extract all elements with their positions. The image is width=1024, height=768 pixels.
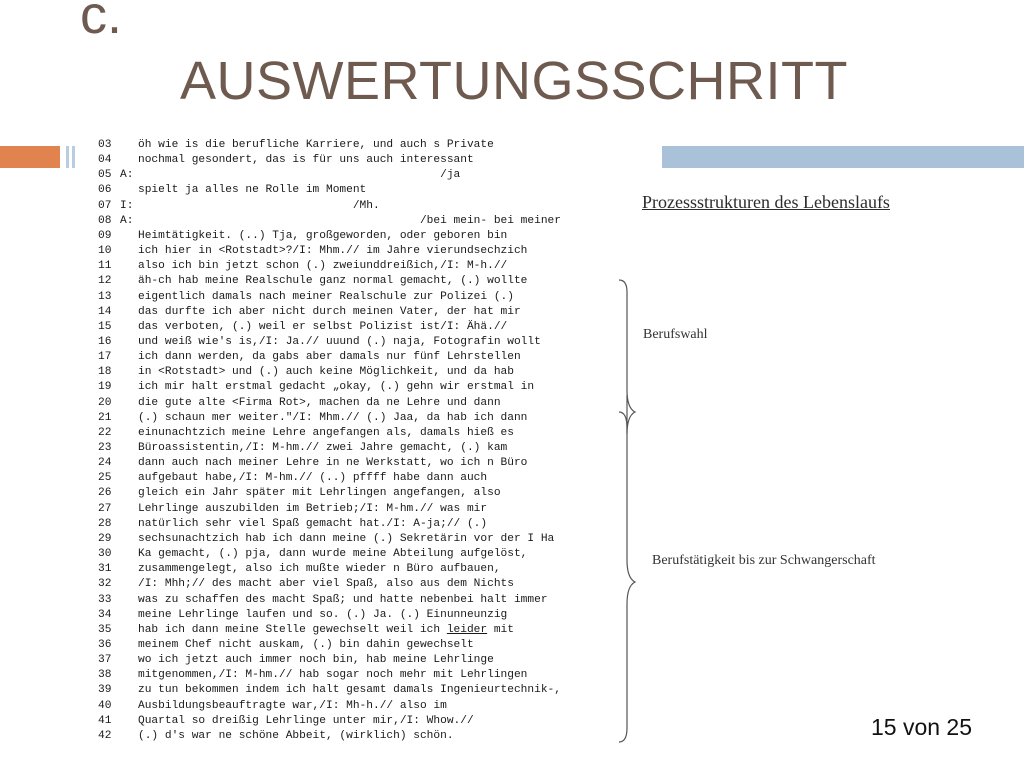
line-text: und weiß wie's is,/I: Ja.// uuund (.) naja, Fotografin wollt [138,335,541,348]
accent-bar-right [662,146,1024,168]
transcript-line [98,502,487,517]
brace-icon [605,270,645,750]
accent-tick [72,146,75,168]
line-number: 40 [98,699,112,712]
line-number: 18 [98,366,112,379]
line-text: Ausbildungsbeauftragte war,/I: Mh-h.// also im [138,699,447,712]
line-number: 19 [98,381,112,394]
accent-tick [66,146,69,168]
line-text: gleich ein Jahr später mit Lehrlingen angefangen, also [138,487,501,500]
transcript-line [98,199,380,214]
transcript-line [98,456,527,471]
line-text: was zu schaffen des macht Spaß; und hatte nebenbei halt immer [138,593,548,606]
line-number: 26 [98,487,112,500]
transcript-line [98,699,447,714]
transcript-line [98,562,501,577]
brace-lower [619,412,635,742]
brace-label-berufstaetigkeit: Berufstätigkeit bis zur Schwangerschaft [652,553,876,568]
line-text: hab ich dann meine Stelle gewechselt weil ich leider mit [138,623,514,636]
transcript-line [98,214,561,229]
transcript-line [98,290,514,305]
line-number: 23 [98,442,112,454]
line-number: 31 [98,563,112,576]
line-number: 41 [98,714,112,727]
line-number: 30 [98,548,112,561]
line-number: 25 [98,472,112,485]
brace-label-berufswahl: Berufswahl [643,327,708,342]
brace-upper [619,280,635,434]
transcript-line [98,138,494,153]
line-text: dann auch nach meiner Lehre in ne Werkstatt, wo ich n Büro [138,457,528,470]
line-text: /I: Mhh;// des macht aber viel Spaß, also aus dem Nichts [138,578,514,591]
line-text: das verboten, (.) weil er selbst Polizist ist/I: Ähä.// [138,320,508,333]
transcript-line [98,486,501,501]
line-text: /bei mein- bei meiner [138,214,561,227]
transcript-line [98,653,494,668]
line-number: 12 [98,275,112,288]
line-number: 34 [98,608,112,621]
transcript-line [98,547,527,562]
section-heading-link[interactable]: Prozessstrukturen des Lebenslaufs [642,192,890,212]
line-number: 42 [98,729,112,742]
line-text: meinem Chef nicht auskam, (.) bin dahin gewechselt [138,638,474,651]
line-number: 35 [98,623,112,636]
line-number: 38 [98,669,112,682]
line-number: 27 [98,502,112,515]
line-text: ich mir halt erstmal gedacht „okay, (.) gehn wir erstmal in [138,381,535,394]
transcript-line [98,638,474,653]
line-number: 15 [98,320,112,333]
line-text: äh-ch hab meine Realschule ganz normal gemacht, (.) wollte [138,275,528,288]
accent-bar-left [0,146,60,168]
line-text: die gute alte <Firma Rot>, machen da ne Lehre und dann [138,396,501,409]
line-text: Heimtätigkeit. (..) Tja, großgeworden, oder geboren bin [138,229,508,242]
transcript-line [98,350,521,365]
title-prefix: c. [80,0,123,45]
line-text: zu tun bekommen indem ich halt gesamt damals Ingenieurtechnik-, [138,684,561,697]
line-text: Quartal so dreißig Lehrlinge unter mir,/I: Whow.// [138,714,474,727]
line-number: 36 [98,638,112,651]
line-text: (.) schaun mer weiter."/I: Mhm.// (.) Jaa, da hab ich dann [138,411,528,424]
line-text: ich dann werden, da gabs aber damals nur fünf Lehrstellen [138,351,521,364]
page-number: 15 von 25 [870,714,972,740]
transcript-line [98,683,561,698]
transcript-line [98,532,554,547]
line-text: Büroassistentin,/I: M-hm.// zwei Jahre gemacht, (.) kam [138,442,508,454]
line-number: 29 [98,532,112,545]
line-text: nochmal gesondert, das is für uns auch interessant [138,154,474,167]
line-text: /ja [138,169,461,182]
line-text: in <Rotstadt> und (.) auch keine Möglichkeit, und da hab [138,366,514,379]
transcript-line [98,411,527,426]
line-number: 06 [98,184,112,197]
line-text: Lehrlinge auszubilden im Betrieb;/I: M-hm.// was mir [138,502,488,515]
transcript-line [98,320,507,335]
transcript-line [98,577,514,592]
transcript-line [98,441,507,456]
transcript-line [98,471,487,486]
line-number: 28 [98,517,112,530]
transcript-line [98,426,514,441]
transcript-line [98,729,454,744]
transcript-line [98,259,507,274]
line-text: (.) d's war ne schöne Abbeit, (wirklich) schön. [138,729,454,742]
line-number: 37 [98,654,112,667]
line-text: ich hier in <Rotstadt>?/I: Mhm.// im Jahre vierundsechzich [138,245,528,258]
slide-title: AUSWERTUNGSSCHRITT [180,51,849,111]
line-text: zusammengelegt, also ich mußte wieder n Büro aufbauen, [138,563,501,576]
line-number: 17 [98,351,112,364]
transcript-line [98,714,474,729]
line-text: wo ich jetzt auch immer noch bin, hab meine Lehrlinge [138,654,494,667]
transcript-line [98,274,527,289]
transcript-line [98,305,521,320]
line-number: 08 [98,214,112,227]
transcript-line [98,608,507,623]
transcript-line [98,623,514,638]
transcript-line [98,380,534,395]
transcript-line [98,168,460,183]
line-number: 22 [98,426,112,439]
line-number: 14 [98,305,112,318]
transcript-line [98,183,366,198]
transcript-line [98,396,501,411]
line-text: /Mh. [138,199,380,212]
line-text: eigentlich damals nach meiner Realschule zur Polizei (.) [138,290,514,303]
transcript-line [98,335,541,350]
speaker-label: I: [120,199,134,212]
transcript-line [98,244,527,259]
transcript-line [98,365,514,380]
line-number: 04 [98,154,112,167]
line-text: also ich bin jetzt schon (.) zweiunddreißich,/I: M-h.// [138,260,508,273]
line-text: mitgenommen,/I: M-hm.// hab sogar noch mehr mit Lehrlingen [138,669,528,682]
line-text: meine Lehrlinge laufen und so. (.) Ja. (.) Einunneunzig [138,608,508,621]
speaker-label: A: [120,214,134,227]
line-number: 11 [98,260,112,273]
line-number: 13 [98,290,112,303]
speaker-label: A: [120,169,134,182]
line-number: 03 [98,139,112,151]
transcript-line [98,229,507,244]
line-text: natürlich sehr viel Spaß gemacht hat./I: A-ja;// (.) [138,517,488,530]
line-text: spielt ja alles ne Rolle im Moment [138,184,367,197]
line-number: 21 [98,411,112,424]
transcript-line [98,668,527,683]
line-number: 39 [98,684,112,697]
line-number: 16 [98,335,112,348]
line-text: aufgebaut habe,/I: M-hm.// (..) pffff habe dann auch [138,472,488,485]
line-text: einunachtzich meine Lehre angefangen als, damals hieß es [138,426,514,439]
line-number: 07 [98,199,112,212]
line-number: 10 [98,245,112,258]
line-number: 20 [98,396,112,409]
line-text: das durfte ich aber nicht durch meinen Vater, der hat mir [138,305,521,318]
line-number: 24 [98,457,112,470]
transcript-line [98,593,548,608]
line-number: 32 [98,578,112,591]
line-text: öh wie is die berufliche Karriere, und auch s Private [138,139,494,151]
line-number: 09 [98,229,112,242]
line-number: 05 [98,169,112,182]
line-text: sechsunachtzich hab ich dann meine (.) Sekretärin vor der I Ha [138,532,555,545]
transcript-line [98,153,474,168]
line-number: 33 [98,593,112,606]
line-text: Ka gemacht, (.) pja, dann wurde meine Abteilung aufgelöst, [138,548,528,561]
transcript-line [98,517,487,532]
